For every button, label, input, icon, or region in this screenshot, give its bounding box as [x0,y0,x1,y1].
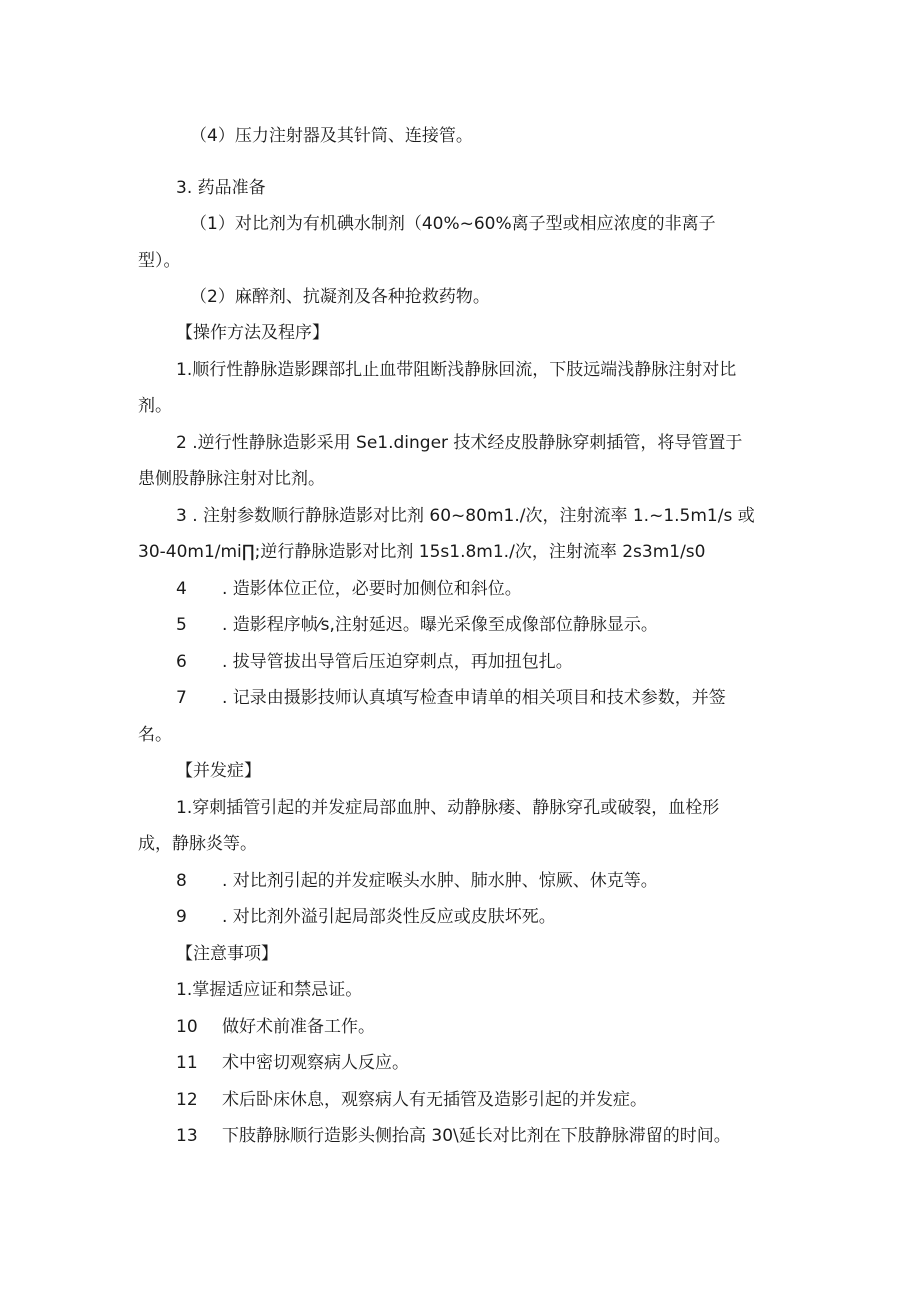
notes-item-13-number: 13 [176,1126,198,1146]
complications-item-8-number: 8 [176,871,187,891]
notes-item-1: 1.掌握适应证和禁忌证。 [176,980,363,1000]
equipment-item-4: （4）压力注射器及其针筒、连接管。 [190,126,473,146]
notes-item-10-text: 做好术前准备工作。 [222,1017,375,1037]
complications-item-1-line-1: 1.穿刺插管引起的并发症局部血肿、动静脉瘘、静脉穿孔或破裂，血栓形 [176,798,720,818]
drugs-item-2: （2）麻醉剂、抗凝剂及各种抢救药物。 [190,287,490,307]
procedure-step-1-line-2: 剂。 [138,396,172,416]
complications-item-9-number: 9 [176,907,187,927]
procedure-step-6-number: 6 [176,652,187,672]
procedure-step-5-number: 5 [176,615,187,635]
drugs-item-1-line-2: 型）。 [138,251,181,271]
complications-heading: 【并发症】 [176,761,261,781]
procedure-step-4-text: . 造影体位正位，必要时加侧位和斜位。 [222,579,522,599]
procedure-step-1-line-1: 1.顺行性静脉造影踝部扎止血带阻断浅静脉回流，下肢远端浅静脉注射对比 [176,360,737,380]
notes-item-12-number: 12 [176,1090,198,1110]
procedure-step-4-number: 4 [176,579,187,599]
notes-heading: 【注意事项】 [176,944,278,964]
complications-item-9-text: . 对比剂外溢引起局部炎性反应或皮肤坏死。 [222,907,556,927]
procedure-step-7-line-2: 名。 [138,725,172,745]
complications-item-1-line-2: 成，静脉炎等。 [138,834,257,854]
notes-item-11-text: 术中密切观察病人反应。 [222,1053,409,1073]
procedure-step-6-text: . 拔导管拔出导管后压迫穿刺点，再加扭包扎。 [222,652,573,672]
procedure-step-5-text: . 造影程序帧⁄s,注射延迟。曝光采像至成像部位静脉显示。 [222,615,658,635]
notes-item-10-number: 10 [176,1017,198,1037]
procedure-step-3-line-2: 30-40m1∕mi∏;逆行静脉造影对比剂 15s1.8m1./次，注射流率 2s3m1∕s0 [138,542,706,562]
drugs-item-1-line-1: （1）对比剂为有机碘水制剂（40%~60%离子型或相应浓度的非离子 [190,214,716,234]
notes-item-12-text: 术后卧床休息，观察病人有无插管及造影引起的并发症。 [222,1090,647,1110]
procedure-step-7-number: 7 [176,688,187,708]
procedure-step-7-text: . 记录由摄影技师认真填写检查申请单的相关项目和技术参数，并签 [222,688,726,708]
procedure-step-2-line-1: 2 .逆行性静脉造影采用 Se1.dinger 技术经皮股静脉穿刺插管，将导管置于 [176,433,743,453]
procedure-step-2-line-2: 患侧股静脉注射对比剂。 [138,469,325,489]
notes-item-13-text: 下肢静脉顺行造影头侧抬高 30\延长对比剂在下肢静脉滞留的时间。 [222,1126,731,1146]
drugs-heading: 3. 药品准备 [176,178,266,198]
complications-item-8-text: . 对比剂引起的并发症喉头水肿、肺水肿、惊厥、休克等。 [222,871,658,891]
procedure-heading: 【操作方法及程序】 [176,323,329,343]
procedure-step-3-line-1: 3 . 注射参数顺行静脉造影对比剂 60~80m1./次，注射流率 1.~1.5m1∕s 或 [176,506,755,526]
notes-item-11-number: 11 [176,1053,198,1073]
